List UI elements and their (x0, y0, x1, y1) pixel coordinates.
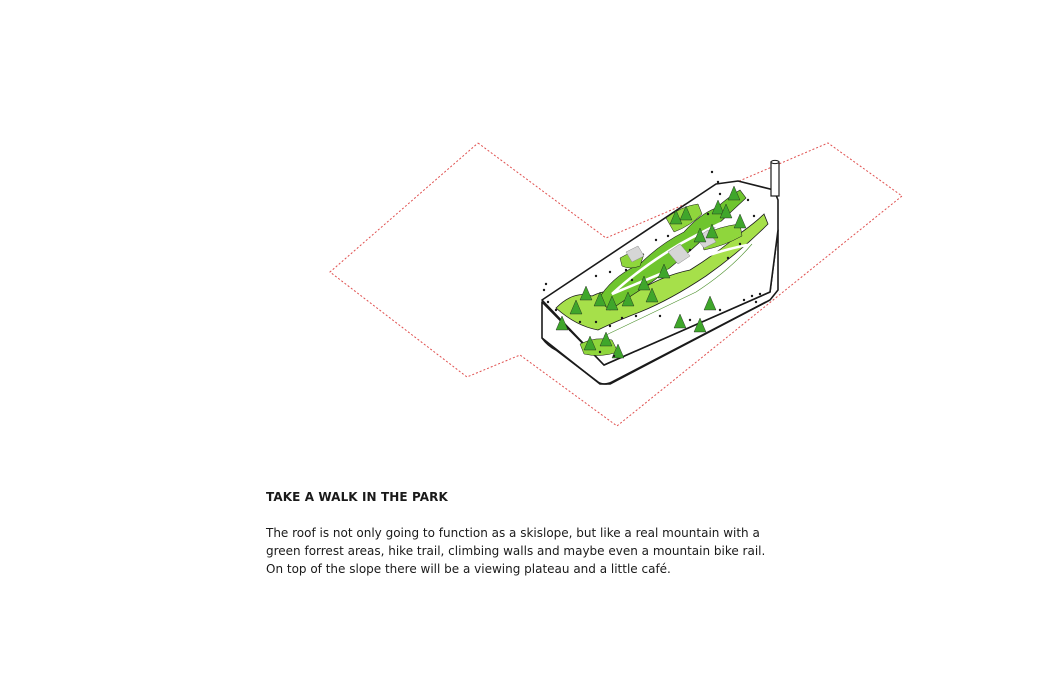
description-line-2: green forrest areas, hike trail, climbing walls and maybe even a mountain bike rail. (266, 544, 766, 558)
section-title: TAKE A WALK IN THE PARK (266, 490, 448, 504)
description-line-3: On top of the slope there will be a viewing plateau and a little café. (266, 562, 671, 576)
description-line-1: The roof is not only going to function as a skislope, but like a real mountain with a (266, 526, 760, 540)
caption-block (266, 489, 786, 578)
viewing-tower (771, 160, 779, 196)
description-paragraph (266, 524, 786, 578)
